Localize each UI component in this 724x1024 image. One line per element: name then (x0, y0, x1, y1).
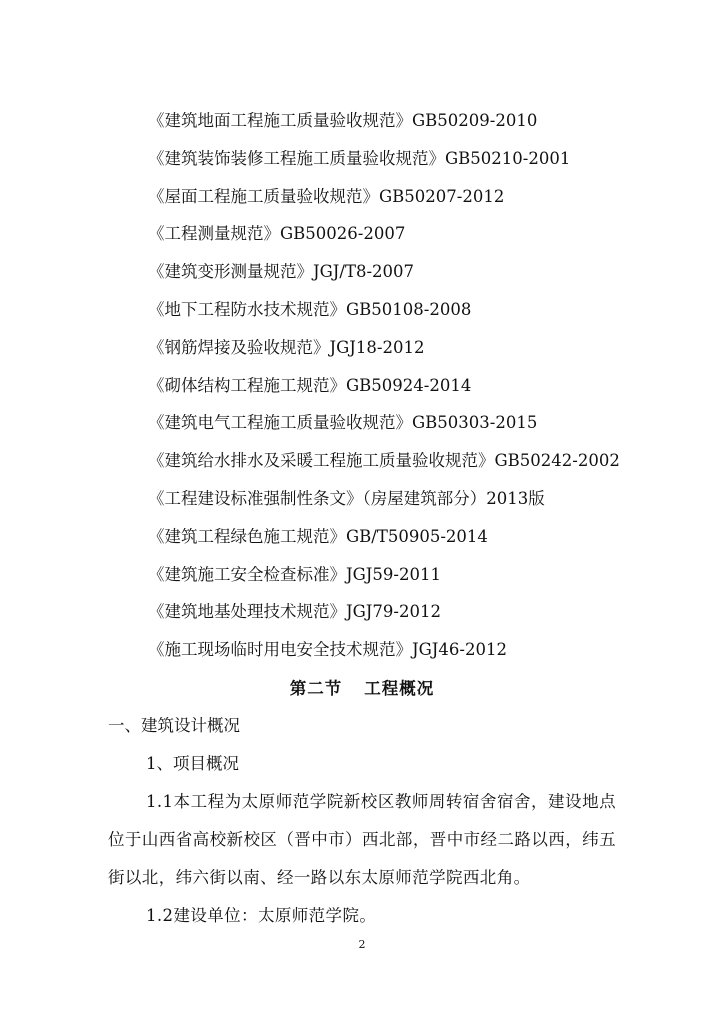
section-title (0, 670, 724, 707)
section-name: 工程概况 (364, 679, 435, 698)
reference-item: 《屋面工程施工质量验收规范》GB50207-2012 (148, 186, 505, 206)
reference-item: 《建筑变形测量规范》JGJ/T8-2007 (148, 262, 415, 282)
reference-item: 《钢筋焊接及验收规范》JGJ18-2012 (148, 337, 425, 357)
reference-item: 《工程测量规范》GB50026-2007 (148, 224, 406, 244)
reference-list (148, 102, 708, 669)
reference-item: 《砌体结构工程施工规范》GB50924-2014 (148, 375, 472, 395)
reference-item: 《建筑地基处理技术规范》JGJ79-2012 (148, 602, 441, 622)
reference-item: 《工程建设标准强制性条文》（房屋建筑部分）2013版 (148, 488, 545, 508)
reference-item: 《地下工程防水技术规范》GB50108-2008 (148, 299, 472, 319)
page-number: 2 (358, 938, 366, 951)
reference-item: 《建筑工程绿色施工规范》GB/T50905-2014 (148, 526, 488, 546)
heading-level-1: 一、建筑设计概况 (108, 716, 240, 735)
section-number: 第二节 (289, 679, 343, 698)
reference-item: 《建筑电气工程施工质量验收规范》GB50303-2015 (148, 413, 538, 433)
reference-item: 《施工现场临时用电安全技术规范》JGJ46-2012 (148, 640, 507, 660)
body-paragraph: 1.1本工程为太原师范学院新校区教师周转宿舍宿舍，建设地点位于山西省高校新校区（晋中市）西北部，晋中市经二路以西，纬五街以北，纬六街以南、经一路以东太原师范学院西北角。 (108, 792, 616, 887)
reference-item: 《建筑施工安全检查标准》JGJ59-2011 (148, 564, 441, 584)
reference-item: 《建筑装饰装修工程施工质量验收规范》GB50210-2001 (148, 148, 571, 168)
reference-item: 《建筑给水排水及采暖工程施工质量验收规范》GB50242-2002 (148, 451, 620, 471)
heading-level-2: 1、项目概况 (146, 754, 239, 773)
body-paragraph: 1.2建设单位：太原师范学院。 (146, 906, 377, 925)
reference-item: 《建筑地面工程施工质量验收规范》GB50209-2010 (148, 111, 538, 130)
